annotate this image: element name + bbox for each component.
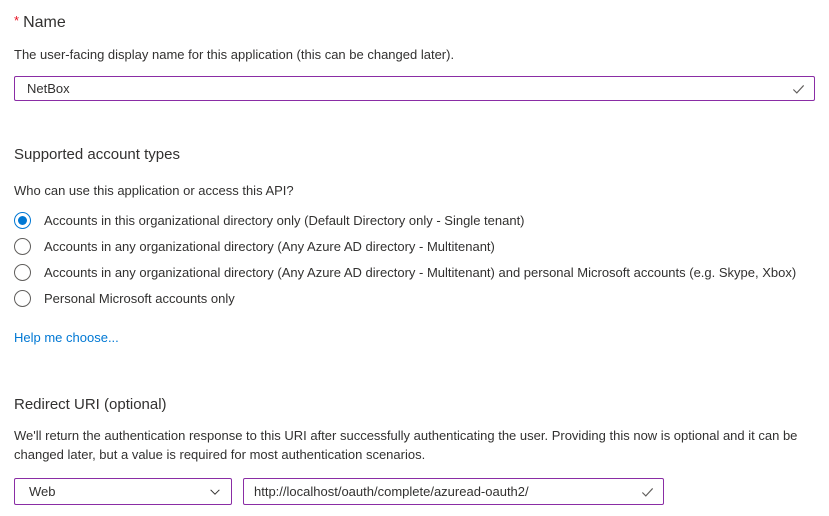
required-asterisk: * [14, 13, 20, 28]
name-field-description: The user-facing display name for this application (this can be changed later). [14, 47, 455, 62]
radio-personal-only[interactable] [14, 285, 815, 311]
name-field-label: Name [23, 14, 66, 31]
radio-multitenant-personal[interactable] [14, 259, 815, 285]
radio-unselected-icon [14, 238, 31, 255]
help-me-choose-link[interactable]: Help me choose... [14, 330, 119, 345]
redirect-uri-row [14, 478, 815, 505]
account-types-question: Who can use this application or access this API? [14, 183, 294, 198]
redirect-uri-description: We'll return the authentication response to this URI after successfully authenticating the user. Providing this now is optional and it can be changed later, but a value is required for most authentication scenarios. [14, 428, 798, 462]
platform-select[interactable] [14, 478, 232, 505]
redirect-uri-input[interactable] [243, 478, 664, 505]
redirect-uri-input-wrap [243, 478, 664, 505]
supported-account-types-title: Supported account types [14, 146, 180, 163]
name-input-wrap [14, 76, 815, 101]
radio-selected-icon [14, 212, 31, 229]
radio-unselected-icon [14, 264, 31, 281]
radio-multitenant[interactable] [14, 233, 815, 259]
platform-select-wrap [14, 478, 232, 505]
name-input[interactable] [14, 76, 815, 101]
name-field-title [14, 10, 815, 33]
platform-select-value: Web [29, 484, 56, 499]
radio-label: Personal Microsoft accounts only [44, 290, 235, 306]
account-type-radio-group [14, 207, 815, 311]
radio-label: Accounts in any organizational directory (Any Azure AD directory - Multitenant) [44, 238, 495, 254]
redirect-uri-title: Redirect URI (optional) [14, 396, 167, 413]
radio-label: Accounts in any organizational directory (Any Azure AD directory - Multitenant) and personal Microsoft accounts (e.g. Skype, Xbox) [44, 264, 797, 280]
radio-label: Accounts in this organizational directory only (Default Directory only - Single tenant) [44, 212, 525, 228]
radio-unselected-icon [14, 290, 31, 307]
radio-single-tenant[interactable] [14, 207, 815, 233]
